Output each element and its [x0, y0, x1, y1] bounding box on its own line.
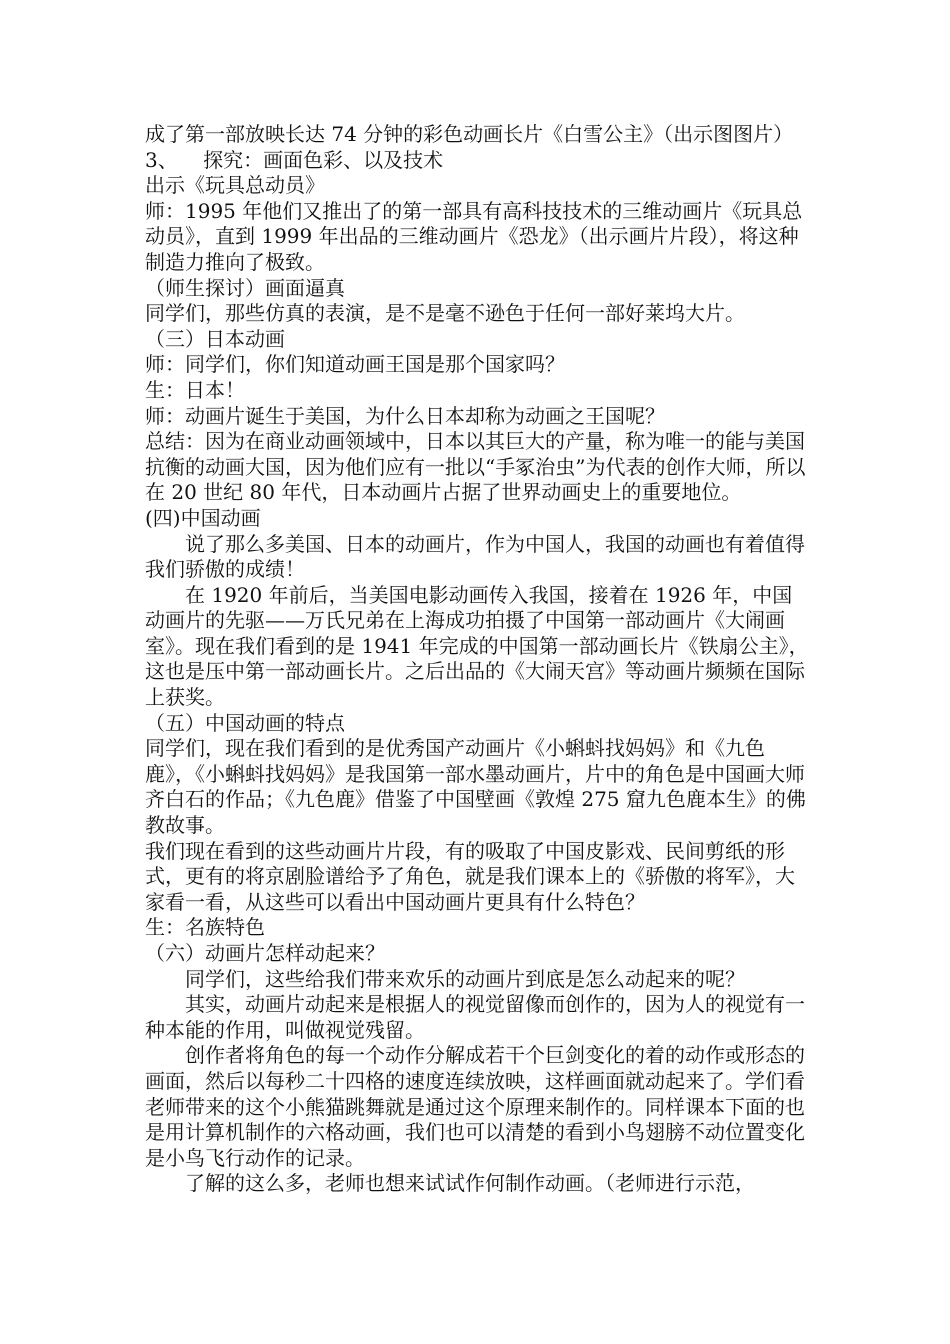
paragraph: 生：名族特色	[145, 915, 265, 940]
paragraph: 同学们，那些仿真的表演，是不是毫不逊色于任何一部好莱坞大片。	[145, 301, 745, 326]
paragraph: 了解的这么多，老师也想来试试作何制作动画。（老师进行示范，	[185, 1171, 755, 1196]
paragraph: （师生探讨）画面逼真	[145, 275, 345, 300]
paragraph: 同学们，现在我们看到的是优秀国产动画片《小蝌蚪找妈妈》和《九色鹿》，《小蝌蚪找妈妈》是我国第一部水墨动画片，片中的角色是中国画大师齐白石的作品；《九色鹿》借鉴了中国壁画《敦煌 275 窟九色鹿本生》的佛教故事。	[145, 736, 806, 838]
paragraph: 总结：因为在商业动画领域中，日本以其巨大的产量，称为唯一的能与美国抗衡的动画大国，因为他们应有一批以“手冢治虫”为代表的创作大师，所以在 20 世纪 80 年代，日本动画片占据了世界动画史上的重要地位。	[145, 429, 806, 505]
section-heading: （三）日本动画	[145, 326, 285, 351]
paragraph: 师：同学们，你们知道动画王国是那个国家吗？	[145, 352, 565, 377]
section-heading: （五）中国动画的特点	[145, 710, 345, 735]
paragraph: 师：动画片诞生于美国，为什么日本却称为动画之王国呢？	[145, 403, 665, 428]
paragraph: 在 1920 年前后，当美国电影动画传入我国，接着在 1926 年，中国动画片的先驱——万氏兄弟在上海成功拍摄了中国第一部动画片《大闹画室》。现在我们看到的是 1941 年完成的中国第一部动画长片《铁扇公主》，这也是压中第一部动画长片。之后出品的《大闹天宫》等动画片频频在国际上获奖。	[145, 582, 809, 710]
paragraph: 我们现在看到的这些动画片片段，有的吸取了中国皮影戏、民间剪纸的形式，更有的将京剧脸谱给予了角色，就是我们课本上的《骄傲的将军》，大家看一看，从这些可以看出中国动画片更具有什么特色？	[145, 838, 795, 914]
paragraph: 成了第一部放映长达 74 分钟的彩色动画长片《白雪公主》（出示图图片）	[145, 122, 794, 146]
paragraph: 创作者将角色的每一个动作分解成若干个巨剑变化的着的动作或形态的画面，然后以每秒二十四格的速度连续放映，这样画面就动起来了。学们看老师带来的这个小熊猫跳舞就是通过这个原理来制作的。同样课本下面的也是用计算机制作的六格动画，我们也可以清楚的看到小鸟翅膀不动位置变化是小鸟飞行动作的记录。	[145, 1043, 805, 1170]
section-heading: 3、 探究：画面色彩、以及技术	[145, 147, 444, 172]
paragraph: 说了那么多美国、日本的动画片，作为中国人，我国的动画也有着值得我们骄傲的成绩！	[145, 531, 805, 582]
section-heading: （六）动画片怎样动起来？	[145, 941, 385, 965]
document-page	[145, 122, 810, 1197]
paragraph: 其实，动画片动起来是根据人的视觉留像而创作的，因为人的视觉有一种本能的作用，叫做视觉残留。	[145, 992, 805, 1042]
paragraph: 出示《玩具总动员》	[145, 173, 325, 198]
section-heading: (四)中国动画	[145, 505, 261, 530]
paragraph: 生：日本！	[145, 377, 245, 402]
paragraph: 师：1995 年他们又推出了的第一部具有高科技技术的三维动画片《玩具总动员》，直到 1999 年出品的三维动画片《恐龙》（出示画片片段），将这种制造力推向了极致。	[145, 198, 803, 274]
paragraph: 同学们，这些给我们带来欢乐的动画片到底是怎么动起来的呢？	[185, 966, 745, 991]
